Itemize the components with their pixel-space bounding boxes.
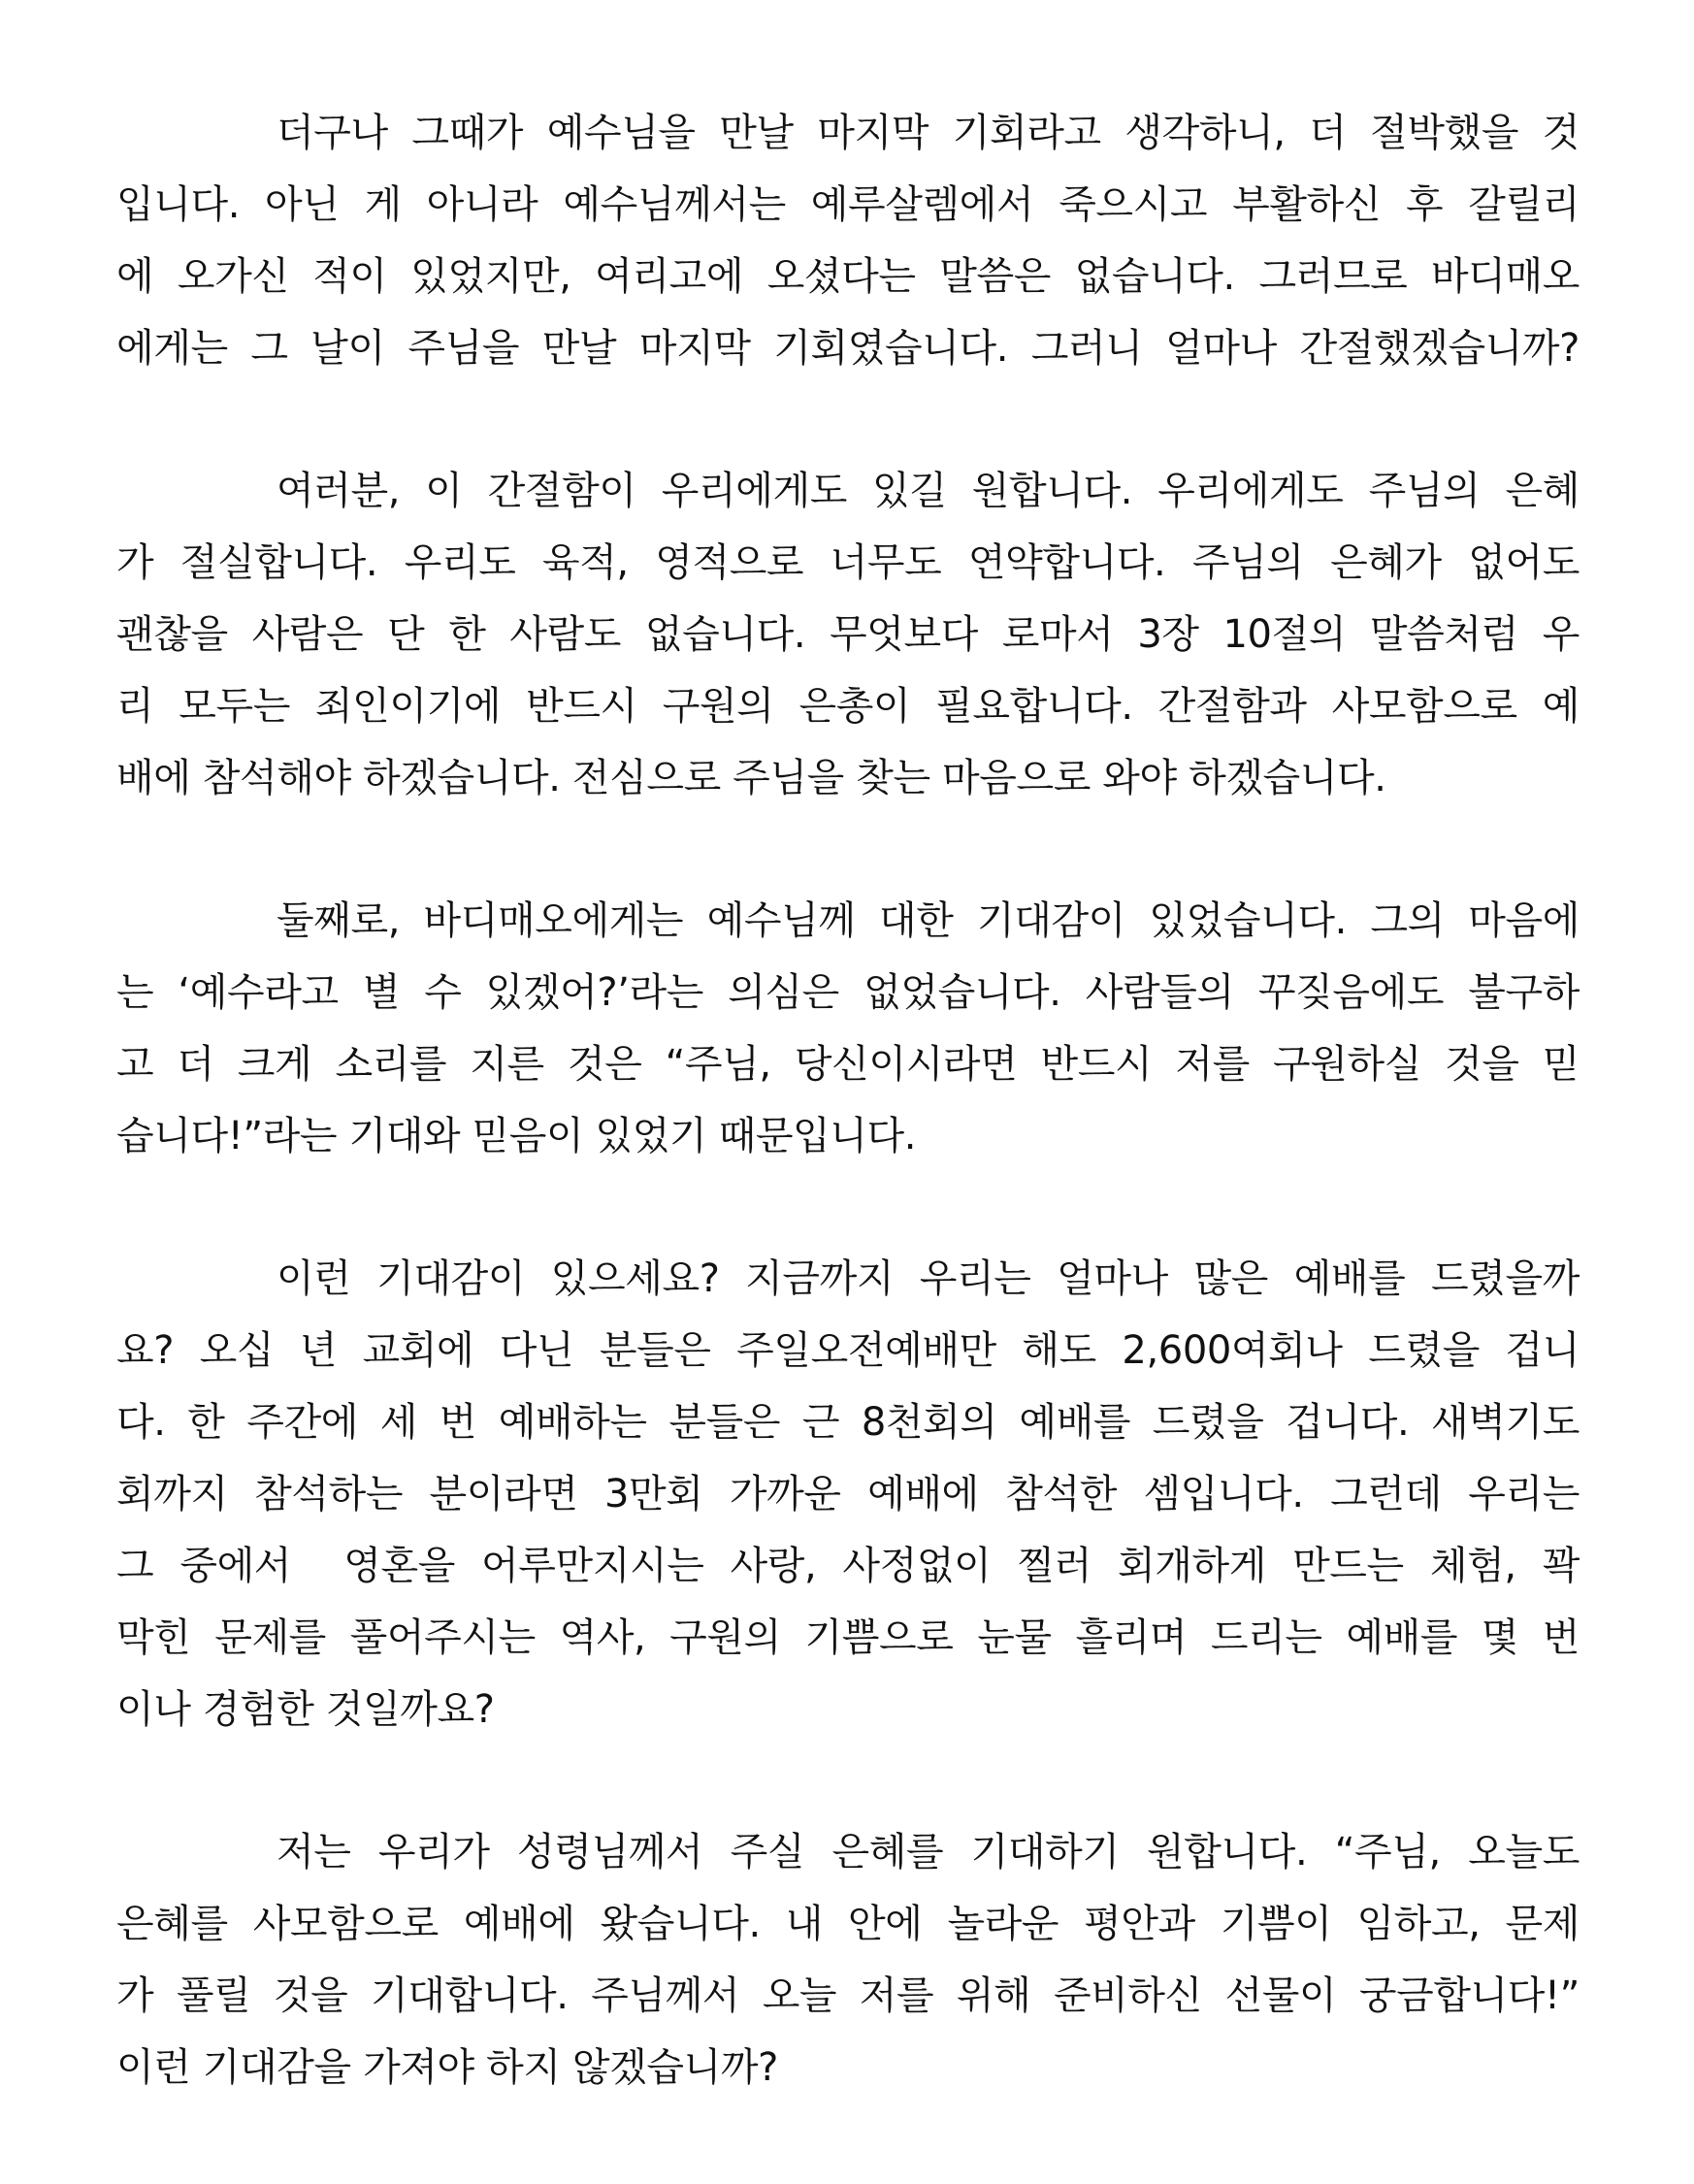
text-line: 요? 오십 년 교회에 다닌 분들은 주일오전예배만 해도 2,600여회나 드렸을 겁니 xyxy=(116,1328,1580,1373)
text-line: 괜찮을 사람은 단 한 사람도 없습니다. 무엇보다 로마서 3장 10절의 말씀처럼 우 xyxy=(116,612,1580,657)
text-line: 고 더 크게 소리를 지른 것은 “주님, 당신이시라면 반드시 저를 구원하실 것을 믿 xyxy=(116,1042,1580,1087)
document-page xyxy=(116,97,1580,2174)
text-line: 여러분, 이 간절함이 우리에게도 있길 원합니다. 우리에게도 주님의 은혜 xyxy=(277,469,1580,513)
text-line: 가 절실합니다. 우리도 육적, 영적으로 너무도 연약합니다. 주님의 은혜가 없어도 xyxy=(116,540,1580,585)
text-line: 다. 한 주간에 세 번 예배하는 분들은 근 8천회의 예배를 드렸을 겁니다. 새벽기도 xyxy=(116,1400,1580,1445)
text-line: 이런 기대감이 있으세요? 지금까지 우리는 얼마나 많은 예배를 드렸을까 xyxy=(277,1256,1580,1301)
text-line: 저는 우리가 성령님께서 주실 은혜를 기대하기 원합니다. “주님, 오늘도 xyxy=(277,1830,1580,1874)
text-line: 이나 경험한 것일까요? xyxy=(116,1687,495,1732)
paragraph-5 xyxy=(116,1816,1580,2103)
text-line: 회까지 참석하는 분이라면 3만회 가까운 예배에 참석한 셈입니다. 그런데 우리는 xyxy=(116,1472,1580,1516)
paragraph-1 xyxy=(116,97,1580,384)
text-line: 더구나 그때가 예수님을 만날 마지막 기회라고 생각하니, 더 절박했을 것 xyxy=(277,111,1580,155)
text-line: 에게는 그 날이 주님을 만날 마지막 기회였습니다. 그러니 얼마나 간절했겠습니까? xyxy=(116,326,1580,371)
text-line: 이런 기대감을 가져야 하지 않겠습니까? xyxy=(116,2045,778,2090)
text-line: 둘째로, 바디매오에게는 예수님께 대한 기대감이 있었습니다. 그의 마음에 xyxy=(277,898,1580,943)
text-line: 은혜를 사모함으로 예배에 왔습니다. 내 안에 놀라운 평안과 기쁨이 임하고, 문제 xyxy=(116,1902,1580,1946)
text-line: 가 풀릴 것을 기대합니다. 주님께서 오늘 저를 위해 준비하신 선물이 궁금합니다!” xyxy=(116,1973,1580,2018)
text-line: 에 오가신 적이 있었지만, 여리고에 오셨다는 말씀은 없습니다. 그러므로 바디매오 xyxy=(116,254,1580,299)
text-line: 그 중에서 영혼을 어루만지시는 사랑, 사정없이 찔러 회개하게 만드는 체험, 꽉 xyxy=(116,1544,1580,1588)
text-line: 는 ‘예수라고 별 수 있겠어?’라는 의심은 없었습니다. 사람들의 꾸짖음에도 불구하 xyxy=(116,970,1580,1015)
paragraph-4 xyxy=(116,1243,1580,1745)
text-line: 습니다!”라는 기대와 믿음이 있었기 때문입니다. xyxy=(116,1114,917,1158)
text-line: 리 모두는 죄인이기에 반드시 구원의 은총이 필요합니다. 간절함과 사모함으로 예 xyxy=(116,684,1580,729)
text-line: 막힌 문제를 풀어주시는 역사, 구원의 기쁨으로 눈물 흘리며 드리는 예배를 몇 번 xyxy=(116,1615,1580,1660)
paragraph-3 xyxy=(116,885,1580,1172)
paragraph-2 xyxy=(116,455,1580,814)
text-line: 배에 참석해야 하겠습니다. 전심으로 주님을 찾는 마음으로 와야 하겠습니다. xyxy=(116,756,1386,800)
text-line: 입니다. 아닌 게 아니라 예수님께서는 예루살렘에서 죽으시고 부활하신 후 갈릴리 xyxy=(116,182,1580,227)
